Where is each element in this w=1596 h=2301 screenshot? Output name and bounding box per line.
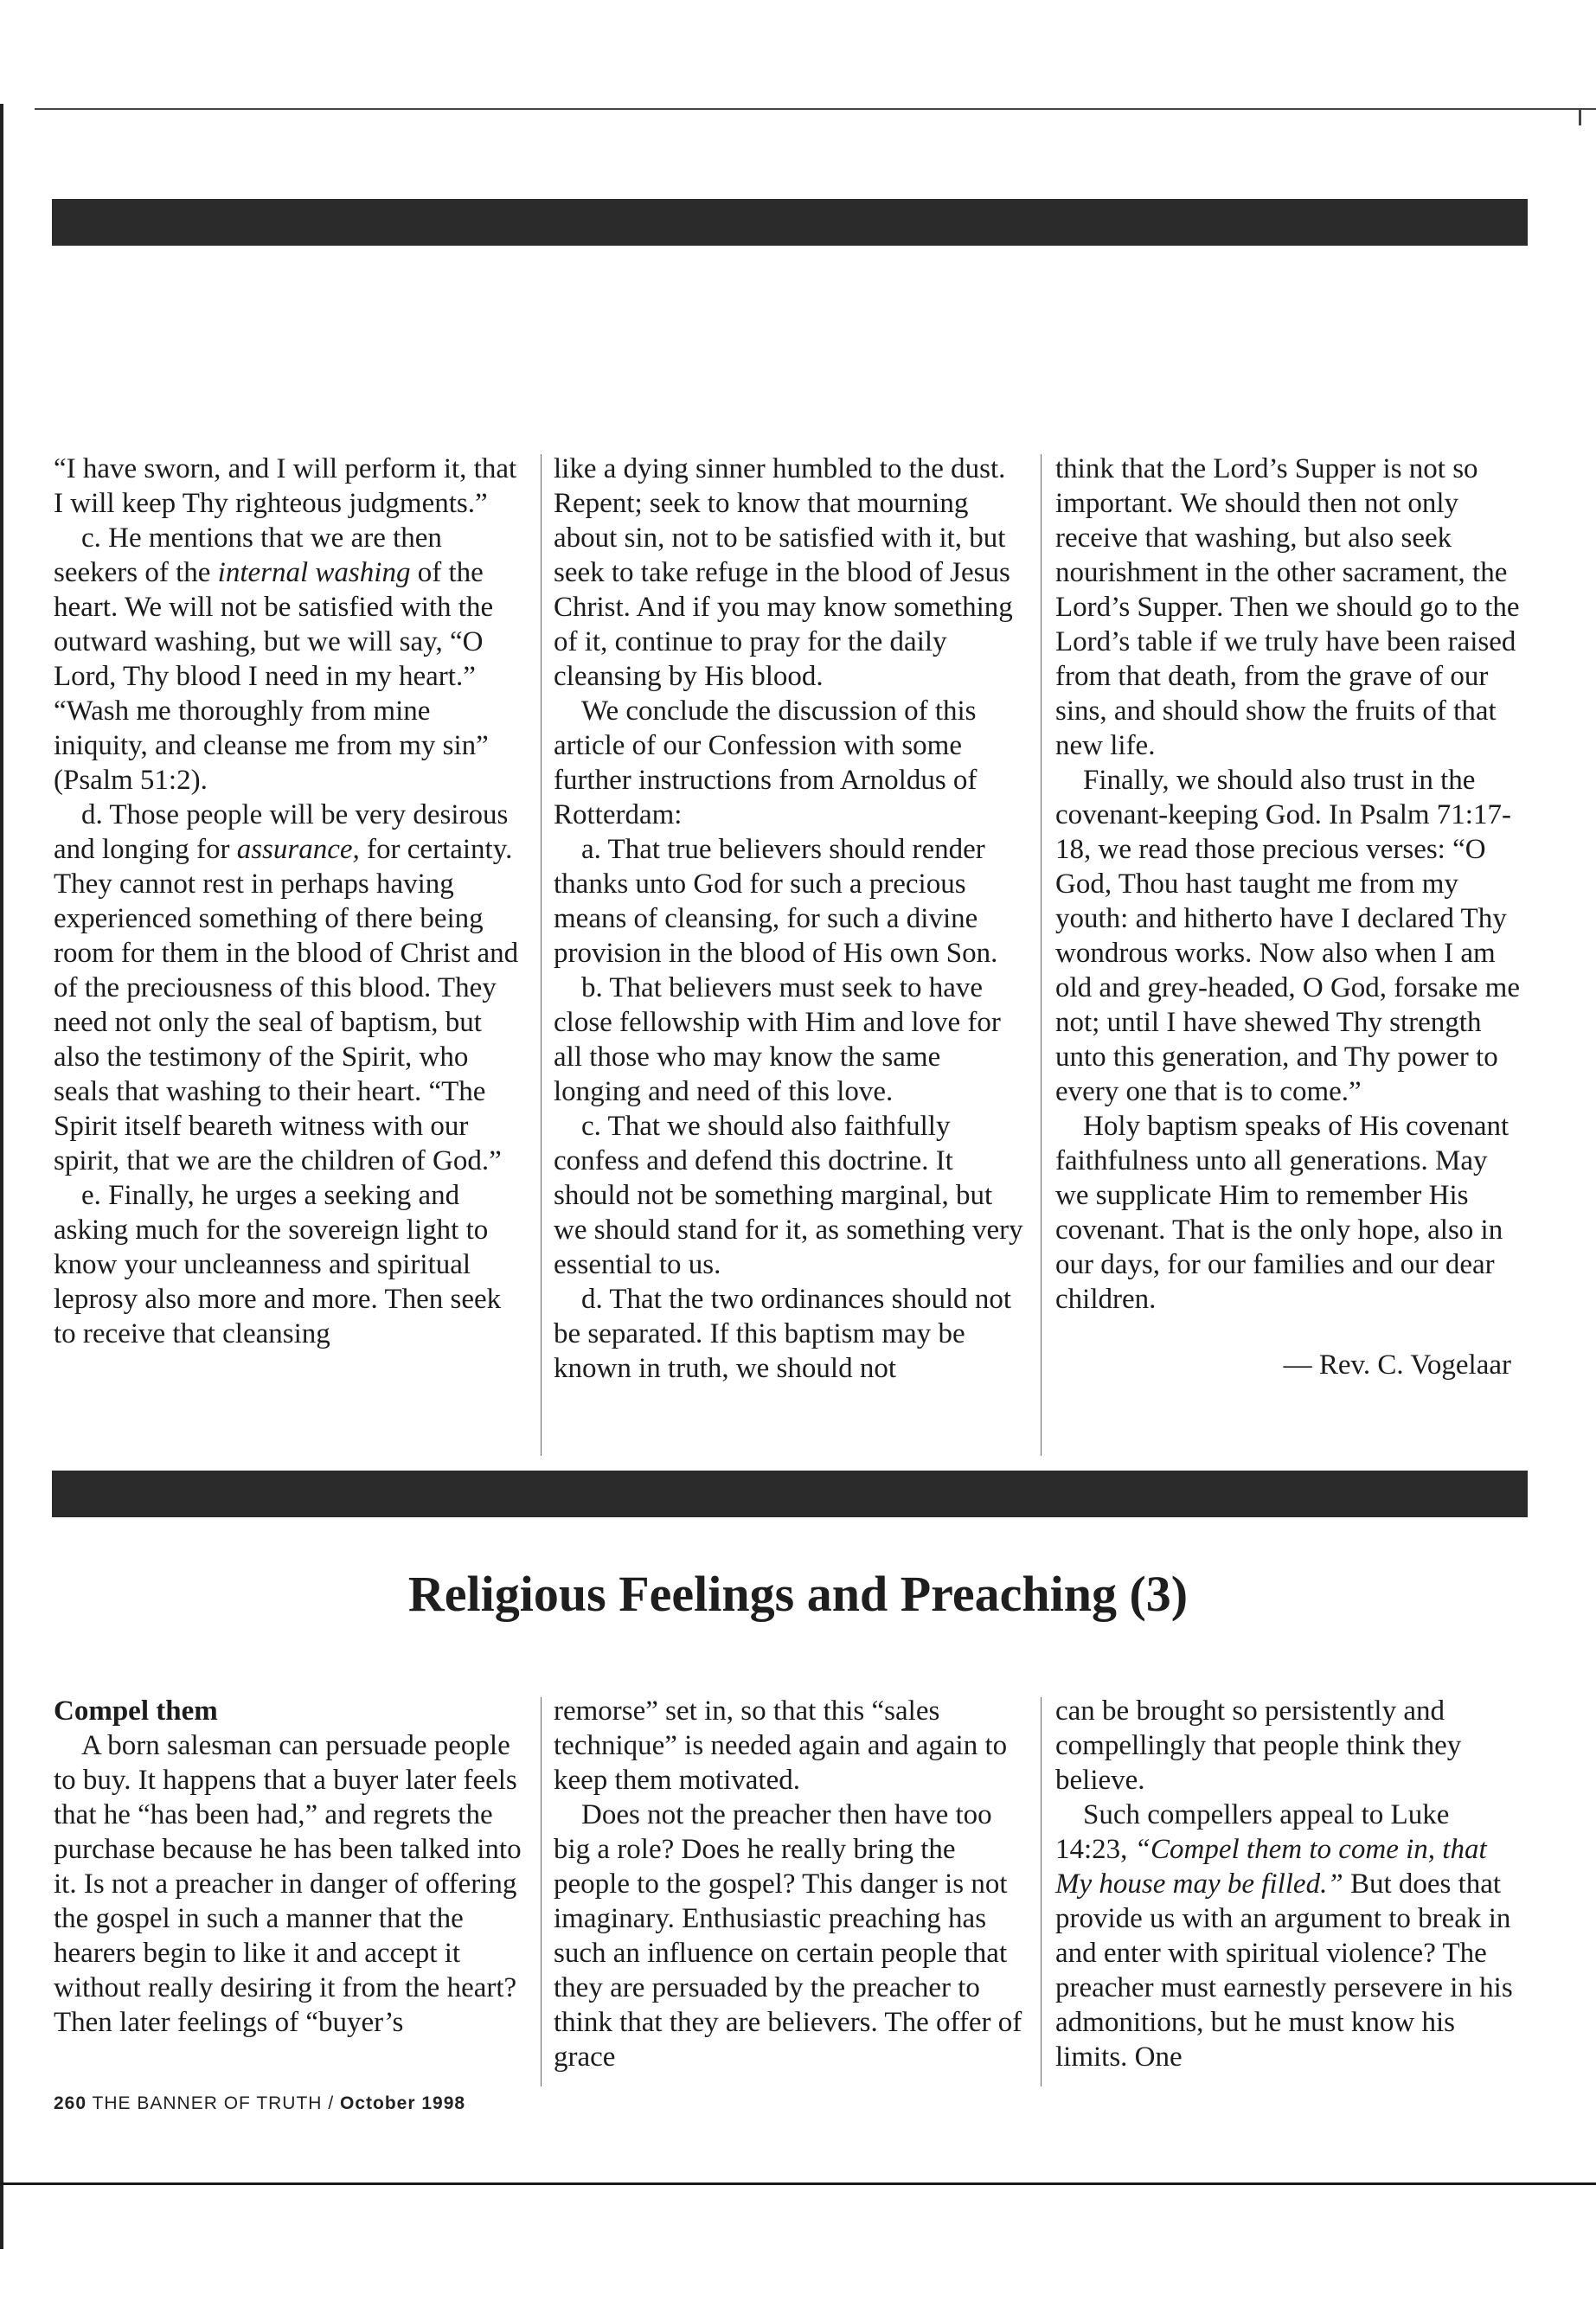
paragraph: like a dying sinner humbled to the dust. Repent; seek to know that mourning about sin, not to be satisfied with it, but seek to take refuge in the blood of Jesus Christ. And if you may know something of it, continue to pray for the daily cleansing by His blood. <box>554 453 1013 692</box>
bottom-article-column-3 <box>1055 1694 1527 2074</box>
publication-name: THE BANNER OF TRUTH <box>92 2093 323 2113</box>
subheading: Compel them <box>54 1695 218 1727</box>
bottom-rule <box>0 2182 1596 2185</box>
issue-date: October 1998 <box>340 2093 466 2113</box>
top-rule-tail <box>1579 108 1581 125</box>
paragraph: Such compellers appeal to Luke 14:23, “Compel them to come in, that My house may be filled.” But does that provide us with an argument to break in and enter with spiritual violence? The preacher must earnestly persevere in his admonitions, but he must know his limits. One <box>1055 1799 1513 2073</box>
paragraph: Holy baptism speaks of His covenant faithfulness unto all generations. May we supplicate Him to remember His covenant. That is the only hope, also in our days, for our families and our dear children. <box>1055 1111 1509 1315</box>
column-divider <box>1041 454 1042 1456</box>
bottom-article-column-1 <box>54 1694 525 2040</box>
paragraph: think that the Lord’s Supper is not so important. We should then not only receive that washing, but also seek nourishment in the other sacrament, the Lord’s Supper. Then we should go to the Lord’s table if we truly have been raised from that death, from the grave of our sins, and should show the fruits of that new life. <box>1055 453 1520 761</box>
paragraph: d. That the two ordinances should not be separated. If this baptism may be known in truth, we should not <box>554 1284 1012 1384</box>
paragraph: “I have sworn, and I will perform it, that I will keep Thy righteous judgments.” <box>54 453 517 519</box>
footer-separator: / <box>328 2093 335 2113</box>
top-article-column-3 <box>1055 452 1527 1382</box>
column-divider <box>541 454 542 1456</box>
paragraph: We conclude the discussion of this article of our Confession with some further instructions from Arnoldus of Rotterdam: <box>554 695 977 830</box>
paragraph: a. That true believers should render thanks unto God for such a precious means of cleansing, for such a divine provision in the blood of His own Son. <box>554 834 998 969</box>
column-divider <box>1041 1697 1042 2086</box>
header-band <box>52 199 1528 246</box>
page-left-edge <box>0 104 3 2249</box>
paragraph: b. That believers must seek to have close fellowship with Him and love for all those who may know the same longing and need of this love. <box>554 972 1001 1107</box>
paragraph: e. Finally, he urges a seeking and asking much for the sovereign light to know your uncleanness and spiritual leprosy also more and more. Then seek to receive that cleansing <box>54 1180 502 1349</box>
paragraph: Finally, we should also trust in the covenant-keeping God. In Psalm 71:17-18, we read those precious verses: “O God, Thou hast taught me from my youth: and hitherto have I declared Thy wondrous works. Now also when I am old and grey-headed, O God, forsake me not; until I have shewed Thy strength unto this generation, and Thy power to every one that is to come.” <box>1055 765 1520 1107</box>
paragraph: Does not the preacher then have too big a role? Does he really bring the people to the gospel? This danger is not imaginary. Enthusiastic preaching has such an influence on certain people that they are persuaded by the preacher to think that they are believers. The offer of grace <box>554 1799 1022 2073</box>
paragraph: remorse” set in, so that this “sales technique” is needed again and again to keep them motivated. <box>554 1695 1008 1796</box>
article-title: Religious Feelings and Preaching (3) <box>407 1566 1189 1622</box>
paragraph: c. That we should also faithfully confess and defend this doctrine. It should not be something marginal, but we should stand for it, as something very essential to us. <box>554 1111 1023 1280</box>
column-divider <box>541 1697 542 2086</box>
page-number: 260 <box>54 2093 87 2113</box>
top-article-column-2 <box>554 452 1025 1386</box>
author-signature: — Rev. C. Vogelaar <box>1283 1349 1511 1381</box>
paragraph: c. He mentions that we are then seekers of the internal washing of the heart. We will not be satisfied with the outward washing, but we will say, “O Lord, Thy blood I need in my heart.” “Wash me thoroughly from mine iniquity, and cleanse me from my sin” (Psalm 51:2). <box>54 522 494 796</box>
top-article-column-1 <box>54 452 525 1351</box>
paragraph: can be brought so persistently and compellingly that people think they believe. <box>1055 1695 1462 1796</box>
bottom-article-column-2 <box>554 1694 1025 2074</box>
page-footer <box>54 2093 465 2114</box>
paragraph: A born salesman can persuade people to buy. It happens that a buyer later feels that he “has been had,” and regrets the purchase because he has been talked into it. Is not a preacher in danger of offering the gospel in such a manner that the hearers begin to like it and accept it without really desiring it from the heart? Then later feelings of “buyer’s <box>54 1730 522 2038</box>
section-band <box>52 1471 1528 1517</box>
paragraph: d. Those people will be very desirous and longing for assurance, for certainty. They cannot rest in perhaps having experienced something of there being room for them in the blood of Christ and of the preciousness of this blood. They need not only the seal of baptism, but also the testimony of the Spirit, who seals that washing to their heart. “The Spirit itself beareth witness with our spirit, that we are the children of God.” <box>54 799 519 1176</box>
top-rule <box>35 108 1596 110</box>
